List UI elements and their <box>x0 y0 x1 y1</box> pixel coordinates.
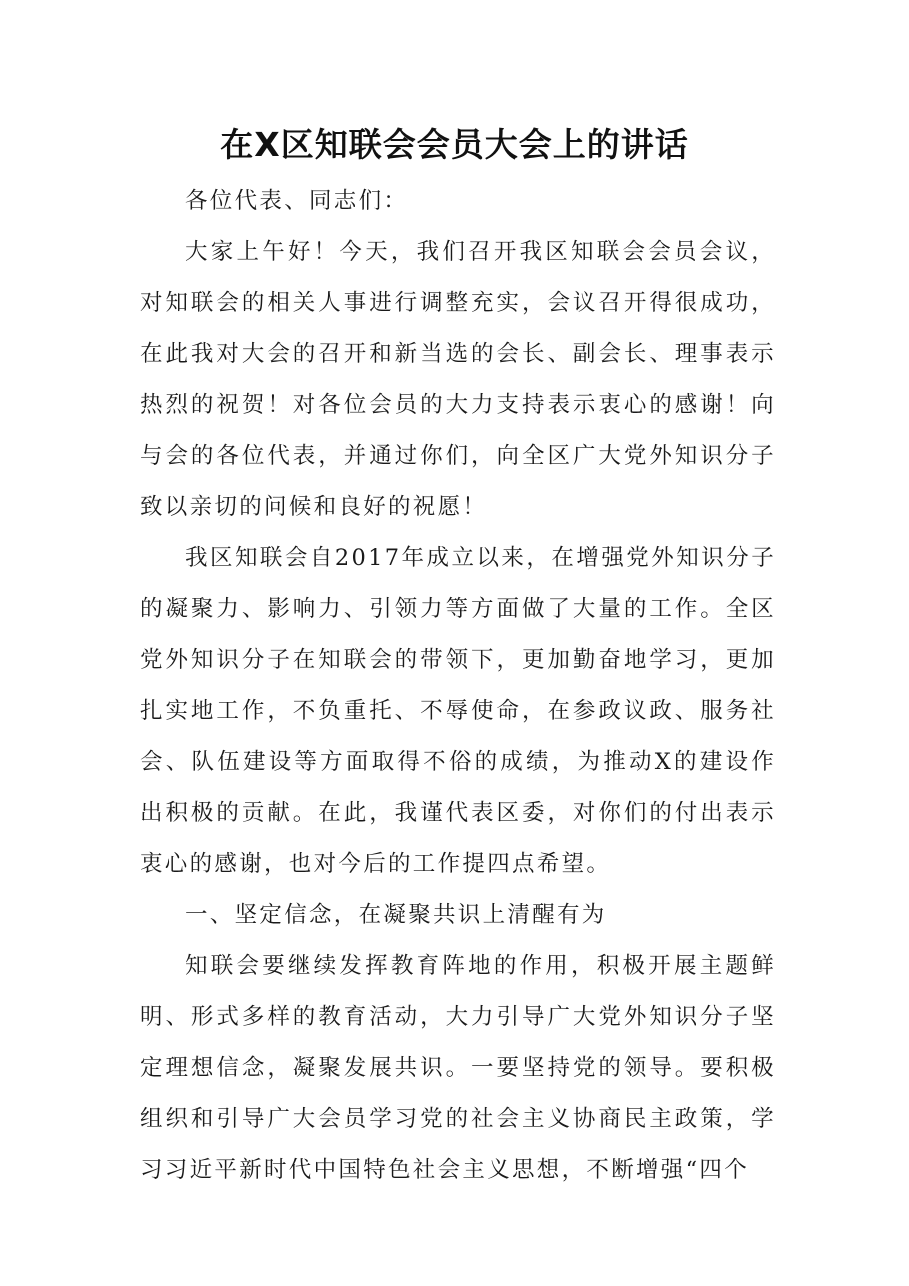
salutation: 各位代表、同志们： <box>185 188 409 214</box>
section-heading: 一、坚定信念，在凝聚共识上清醒有为 <box>185 902 607 928</box>
paragraph-achievements: 我区知联会自2017年成立以来，在增强党外知识分子的凝聚力、影响力、引领力等方面做了大量的工作。全区党外知识分子在知联会的带领下，更加勤奋地学习，更加扎实地工作，不负重托、不辱使命，在参政议政、服务社会、队伍建设等方面取得不俗的成绩，为推动X的建设作出积极的贡献。在此，我谨代表区委，对你们的付出表示衷心的感谢，也对今后的工作提四点希望。 <box>140 545 776 877</box>
paragraph-greeting: 大家上午好！今天，我们召开我区知联会会员会议，对知联会的相关人事进行调整充实，会议召开得很成功，在此我对大会的召开和新当选的会长、副会长、理事表示热烈的祝贺！对各位会员的大力支持表示衷心的感谢！向与会的各位代表，并通过你们，向全区广大党外知识分子致以亲切的问候和良好的祝愿！ <box>140 239 776 520</box>
paragraph-section-one: 知联会要继续发挥教育阵地的作用，积极开展主题鲜明、形式多样的教育活动，大力引导广大党外知识分子坚定理想信念，凝聚发展共识。一要坚持党的领导。要积极组织和引导广大会员学习党的社会主义协商民主政策，学习习近平新时代中国特色社会主义思想，不断增强“四个 <box>140 953 776 1183</box>
document-body <box>140 176 776 1196</box>
document-title: 在X区知联会会员大会上的讲话 <box>220 125 689 164</box>
